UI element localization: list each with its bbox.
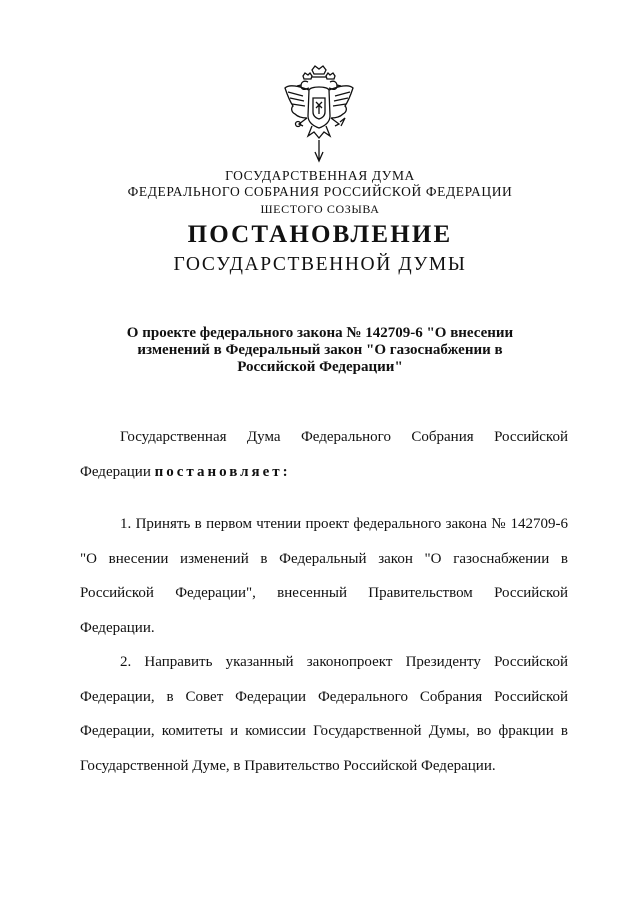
subject-line-2: изменений в Федеральный закон "О газоснабжении в: [137, 342, 503, 358]
item-2-paragraph: 2. Направить указанный законопроект Президенту Российской Федерации, в Совет Федерации Федерального Собрания Российской Федерации, комитеты и комиссии Государственной Думы, во фракции в Государственной Думе, в Правительство Российской Федерации.: [80, 654, 568, 774]
org-name-line2: ФЕДЕРАЛЬНОГО СОБРАНИЯ РОССИЙСКОЙ ФЕДЕРАЦИИ: [127, 184, 513, 199]
convocation-line: ШЕСТОГО СОЗЫВА: [260, 202, 380, 216]
subject-line-1: О проекте федерального закона № 142709-6 "О внесении: [126, 325, 514, 341]
preamble-text: Государственная Дума Федерального Собрания Российской Федерации: [80, 429, 568, 480]
coat-of-arms-emblem: [279, 64, 359, 164]
item-1-paragraph: 1. Принять в первом чтении проект федерального закона № 142709-6 "О внесении изменений в Федеральный закон "О газоснабжении в Российской Федерации", внесенный Правительством Российской Федерации.: [80, 516, 568, 636]
subject-line-3: Российской Федерации": [237, 359, 403, 375]
resolution-verb: постановляет:: [154, 463, 291, 480]
document-issuer-subtitle: ГОСУДАРСТВЕННОЙ ДУМЫ: [173, 254, 467, 275]
document-subject: [110, 325, 530, 376]
preamble-paragraph: [80, 420, 568, 489]
document-type-title: ПОСТАНОВЛЕНИЕ: [187, 221, 453, 248]
org-name-line1: ГОСУДАРСТВЕННАЯ ДУМА: [225, 168, 415, 183]
